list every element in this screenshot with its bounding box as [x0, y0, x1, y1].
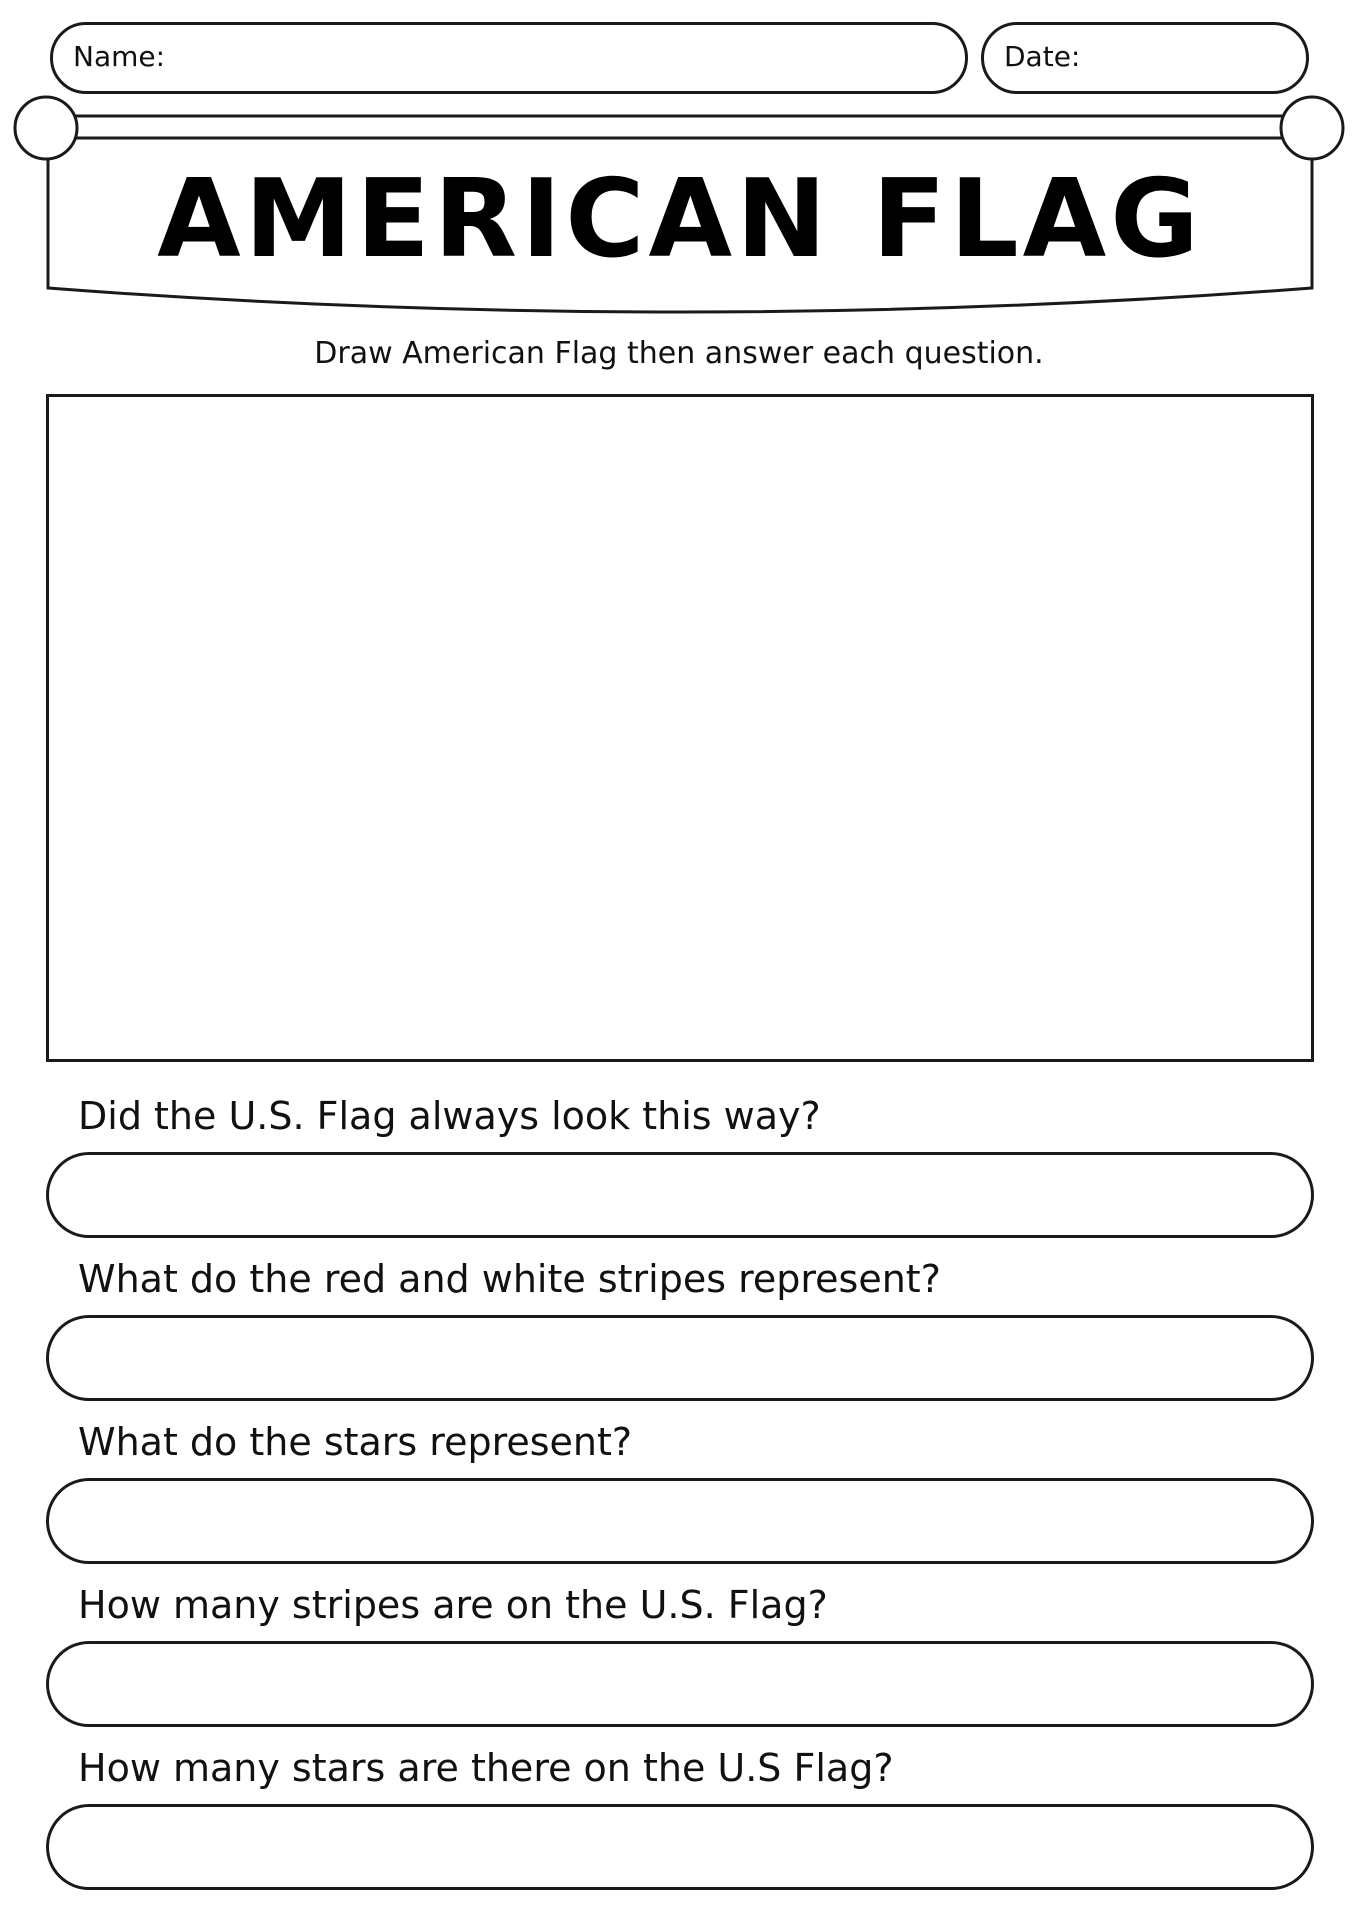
answer-field-4[interactable]	[46, 1641, 1314, 1727]
answer-field-1[interactable]	[46, 1152, 1314, 1238]
page-title: AMERICAN FLAG	[157, 157, 1203, 282]
banner-rod	[70, 116, 1288, 138]
rod-left-knob	[15, 97, 77, 159]
answer-field-3[interactable]	[46, 1478, 1314, 1564]
question-2: What do the red and white stripes represent?	[78, 1257, 941, 1301]
rod-right-knob	[1281, 97, 1343, 159]
name-label: Name:	[73, 40, 166, 73]
answer-field-5[interactable]	[46, 1804, 1314, 1890]
question-1: Did the U.S. Flag always look this way?	[78, 1094, 821, 1138]
question-4: How many stripes are on the U.S. Flag?	[78, 1583, 828, 1627]
answer-field-2[interactable]	[46, 1315, 1314, 1401]
instruction-text: Draw American Flag then answer each question.	[314, 336, 1044, 371]
drawing-area[interactable]	[46, 394, 1314, 1062]
question-5: How many stars are there on the U.S Flag?	[78, 1746, 894, 1790]
question-3: What do the stars represent?	[78, 1420, 633, 1464]
date-label: Date:	[1004, 40, 1081, 73]
